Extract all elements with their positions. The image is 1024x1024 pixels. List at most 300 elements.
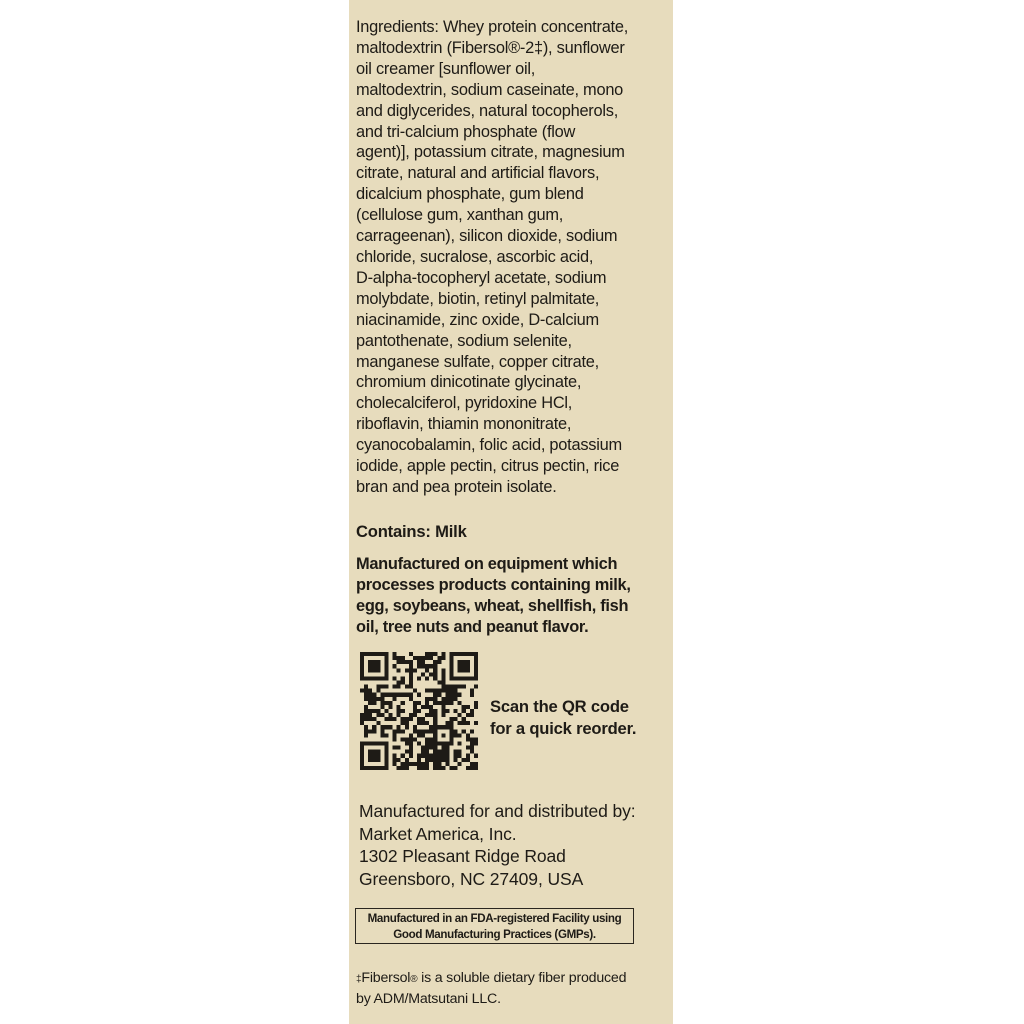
qr-module: [445, 701, 449, 705]
qr-module: [409, 668, 413, 672]
qr-module: [360, 660, 364, 664]
qr-module: [376, 750, 380, 754]
qr-module: [437, 680, 441, 684]
qr-module: [462, 758, 466, 762]
qr-module: [433, 697, 437, 701]
warning-line: oil, tree nuts and peanut flavor.: [356, 618, 589, 636]
qr-module: [441, 656, 445, 660]
qr-module: [380, 693, 384, 697]
qr-module: [417, 721, 421, 725]
qr-module: [466, 713, 470, 717]
qr-module: [421, 717, 425, 721]
qr-module: [462, 709, 466, 713]
qr-module: [376, 758, 380, 762]
ingredients-line: maltodextrin (Fibersol®-2‡), sunflower: [356, 38, 625, 57]
qr-module: [433, 758, 437, 762]
qr-module: [458, 742, 462, 746]
qr-module: [376, 676, 380, 680]
qr-module: [441, 709, 445, 713]
qr-module: [360, 762, 364, 766]
qr-module: [384, 762, 388, 766]
qr-module: [466, 766, 470, 770]
qr-module: [397, 729, 401, 733]
qr-module: [454, 758, 458, 762]
qr-module: [462, 664, 466, 668]
qr-module: [458, 652, 462, 656]
qr-module: [393, 697, 397, 701]
qr-module: [433, 721, 437, 725]
qr-module: [360, 689, 364, 693]
qr-module: [401, 660, 405, 664]
qr-module: [433, 762, 437, 766]
qr-module: [388, 717, 392, 721]
qr-module: [429, 758, 433, 762]
qr-module: [421, 766, 425, 770]
qr-module: [445, 721, 449, 725]
qr-module: [405, 721, 409, 725]
qr-module: [380, 713, 384, 717]
qr-module: [368, 676, 372, 680]
qr-module: [409, 754, 413, 758]
qr-module: [360, 750, 364, 754]
qr-module: [462, 729, 466, 733]
qr-module: [466, 758, 470, 762]
qr-module: [393, 758, 397, 762]
qr-module: [372, 668, 376, 672]
qr-module: [388, 705, 392, 709]
qr-module: [368, 766, 372, 770]
registered-mark: ®: [410, 974, 418, 985]
qr-module: [397, 758, 401, 762]
double-dagger-mark: ‡: [356, 974, 362, 985]
qr-module: [417, 733, 421, 737]
qr-module: [409, 697, 413, 701]
qr-module: [466, 668, 470, 672]
qr-module: [437, 762, 441, 766]
qr-module: [441, 766, 445, 770]
qr-module: [445, 758, 449, 762]
qr-module: [376, 754, 380, 758]
qr-module: [388, 713, 392, 717]
qr-module: [454, 676, 458, 680]
warning-line: egg, soybeans, wheat, shellfish, fish: [356, 597, 629, 615]
qr-module: [425, 729, 429, 733]
qr-module: [364, 766, 368, 770]
qr-module: [384, 725, 388, 729]
qr-module: [360, 652, 364, 656]
qr-module: [474, 737, 478, 741]
qr-module: [364, 742, 368, 746]
qr-module: [445, 709, 449, 713]
qr-module: [445, 693, 449, 697]
qr-module: [462, 705, 466, 709]
qr-module: [393, 693, 397, 697]
footnote-line-1: [356, 969, 626, 990]
qr-module: [409, 762, 413, 766]
qr-module: [368, 742, 372, 746]
qr-module: [450, 689, 454, 693]
qr-module: [450, 729, 454, 733]
qr-module: [417, 742, 421, 746]
qr-module: [458, 754, 462, 758]
qr-module: [441, 701, 445, 705]
qr-module: [368, 713, 372, 717]
qr-module: [372, 676, 376, 680]
qr-module: [384, 733, 388, 737]
qr-module: [376, 668, 380, 672]
qr-module: [413, 713, 417, 717]
qr-module: [425, 676, 429, 680]
qr-module: [462, 717, 466, 721]
qr-module: [421, 721, 425, 725]
qr-module: [450, 697, 454, 701]
qr-module: [384, 656, 388, 660]
qr-module: [425, 750, 429, 754]
qr-module: [360, 746, 364, 750]
qr-module: [425, 705, 429, 709]
qr-module: [466, 660, 470, 664]
qr-module: [409, 685, 413, 689]
qr-module: [372, 717, 376, 721]
qr-module: [433, 709, 437, 713]
qr-module: [425, 713, 429, 717]
qr-module: [417, 754, 421, 758]
qr-module: [441, 652, 445, 656]
qr-module: [380, 676, 384, 680]
footnote-text: is a soluble dietary fiber produced: [417, 970, 627, 986]
qr-module: [433, 676, 437, 680]
qr-module: [417, 676, 421, 680]
qr-module: [450, 733, 454, 737]
qr-module: [433, 693, 437, 697]
qr-module: [397, 660, 401, 664]
warning-line: Manufactured on equipment which: [356, 555, 618, 573]
qr-module: [421, 729, 425, 733]
distributor-address: [359, 800, 636, 890]
qr-module: [380, 733, 384, 737]
qr-module: [360, 656, 364, 660]
qr-module: [437, 750, 441, 754]
warning-line: processes products containing milk,: [356, 576, 631, 594]
qr-module: [421, 754, 425, 758]
ingredients-line: cyanocobalamin, folic acid, potassium: [356, 436, 622, 455]
qr-module: [372, 693, 376, 697]
qr-module: [421, 660, 425, 664]
address-line: Market America, Inc.: [359, 823, 517, 844]
qr-module: [401, 762, 405, 766]
qr-module: [462, 721, 466, 725]
qr-module: [417, 729, 421, 733]
qr-module: [462, 652, 466, 656]
qr-module: [433, 713, 437, 717]
qr-module: [405, 742, 409, 746]
qr-module: [425, 689, 429, 693]
qr-module: [401, 701, 405, 705]
qr-module: [466, 664, 470, 668]
qr-module: [364, 676, 368, 680]
qr-module: [360, 717, 364, 721]
qr-module: [429, 664, 433, 668]
qr-module: [401, 721, 405, 725]
qr-module: [409, 676, 413, 680]
qr-module: [470, 746, 474, 750]
qr-module: [474, 676, 478, 680]
qr-module: [393, 737, 397, 741]
ingredients-line: (cellulose gum, xanthan gum,: [356, 206, 564, 225]
qr-module: [425, 762, 429, 766]
qr-module: [417, 717, 421, 721]
qr-module: [466, 652, 470, 656]
qr-module: [474, 668, 478, 672]
qr-module: [376, 713, 380, 717]
qr-module: [474, 762, 478, 766]
ingredients-line: D-alpha-tocopheryl acetate, sodium: [356, 268, 607, 287]
qr-module: [450, 676, 454, 680]
qr-module: [368, 689, 372, 693]
qr-module: [425, 701, 429, 705]
qr-module: [413, 737, 417, 741]
qr-module: [360, 758, 364, 762]
qr-module: [413, 762, 417, 766]
qr-module: [413, 725, 417, 729]
qr-module: [405, 762, 409, 766]
qr-module: [437, 701, 441, 705]
qr-module: [372, 766, 376, 770]
qr-module: [380, 697, 384, 701]
qr-module: [405, 717, 409, 721]
qr-module: [368, 701, 372, 705]
qr-module: [401, 717, 405, 721]
qr-module: [445, 689, 449, 693]
qr-module: [364, 709, 368, 713]
qr-module: [384, 717, 388, 721]
qr-module: [425, 668, 429, 672]
qr-module: [470, 652, 474, 656]
qr-module: [380, 729, 384, 733]
qr-module: [450, 685, 454, 689]
qr-module: [474, 701, 478, 705]
qr-module: [405, 660, 409, 664]
qr-module: [450, 652, 454, 656]
qr-module: [470, 750, 474, 754]
qr-module: [433, 664, 437, 668]
ingredients-line: maltodextrin, sodium caseinate, mono: [356, 80, 624, 99]
qr-module: [445, 750, 449, 754]
qr-module: [462, 676, 466, 680]
qr-module: [372, 725, 376, 729]
qr-module: [380, 652, 384, 656]
qr-module: [397, 705, 401, 709]
qr-module: [437, 660, 441, 664]
qr-module: [417, 693, 421, 697]
qr-module: [454, 766, 458, 770]
qr-module: [368, 758, 372, 762]
qr-module: [413, 709, 417, 713]
qr-module: [445, 742, 449, 746]
qr-module: [372, 758, 376, 762]
qr-module: [384, 742, 388, 746]
ingredients-line: Ingredients: Whey protein concentrate,: [356, 18, 629, 36]
qr-module: [405, 750, 409, 754]
qr-module: [401, 737, 405, 741]
qr-module: [425, 652, 429, 656]
qr-module: [397, 713, 401, 717]
qr-module: [360, 754, 364, 758]
qr-module: [441, 676, 445, 680]
qr-module: [364, 697, 368, 701]
qr-module: [429, 713, 433, 717]
qr-module: [458, 668, 462, 672]
qr-module: [433, 742, 437, 746]
qr-module: [425, 737, 429, 741]
qr-module: [454, 729, 458, 733]
qr-module: [425, 721, 429, 725]
qr-module: [413, 668, 417, 672]
qr-module: [474, 664, 478, 668]
qr-module: [409, 680, 413, 684]
qr-module: [417, 709, 421, 713]
qr-code-icon[interactable]: [360, 652, 478, 770]
qr-module: [474, 766, 478, 770]
qr-module: [437, 754, 441, 758]
qr-module: [437, 742, 441, 746]
qr-module: [401, 754, 405, 758]
qr-module: [384, 709, 388, 713]
fibersol-footnote: [356, 969, 626, 1009]
qr-module: [450, 693, 454, 697]
qr-module: [405, 758, 409, 762]
ingredients-line: bran and pea protein isolate.: [356, 477, 557, 496]
qr-module: [380, 742, 384, 746]
qr-module: [454, 733, 458, 737]
qr-module: [397, 693, 401, 697]
qr-module: [364, 713, 368, 717]
qr-module: [450, 717, 454, 721]
qr-module: [474, 652, 478, 656]
qr-code-graphic: [360, 652, 478, 770]
qr-module: [413, 729, 417, 733]
qr-module: [433, 733, 437, 737]
qr-module: [405, 668, 409, 672]
qr-module: [397, 725, 401, 729]
qr-module: [450, 766, 454, 770]
qr-module: [364, 693, 368, 697]
qr-module: [421, 750, 425, 754]
qr-module: [433, 766, 437, 770]
qr-module: [368, 697, 372, 701]
ingredients-line: chloride, sucralose, ascorbic acid,: [356, 247, 594, 266]
qr-module: [425, 742, 429, 746]
qr-module: [368, 729, 372, 733]
qr-module: [441, 697, 445, 701]
qr-module: [458, 762, 462, 766]
qr-module: [421, 656, 425, 660]
qr-module: [364, 689, 368, 693]
ingredients-line: carrageenan), silicon dioxide, sodium: [356, 227, 618, 246]
qr-module: [445, 746, 449, 750]
allergen-warning: [356, 554, 668, 638]
qr-module: [372, 729, 376, 733]
qr-module: [441, 705, 445, 709]
qr-module: [368, 693, 372, 697]
qr-module: [409, 742, 413, 746]
qr-module: [433, 725, 437, 729]
qr-module: [376, 685, 380, 689]
qr-module: [364, 705, 368, 709]
qr-module: [368, 652, 372, 656]
qr-module: [409, 733, 413, 737]
qr-module: [437, 656, 441, 660]
qr-module: [450, 664, 454, 668]
qr-module: [376, 721, 380, 725]
qr-module: [425, 766, 429, 770]
qr-module: [372, 652, 376, 656]
qr-module: [360, 672, 364, 676]
qr-module: [405, 766, 409, 770]
ingredients-line: molybdate, biotin, retinyl palmitate,: [356, 289, 600, 308]
qr-module: [372, 701, 376, 705]
qr-module: [450, 725, 454, 729]
qr-module: [401, 729, 405, 733]
qr-module: [474, 685, 478, 689]
qr-module: [454, 709, 458, 713]
qr-module: [417, 664, 421, 668]
qr-module: [372, 697, 376, 701]
qr-module: [441, 672, 445, 676]
qr-module: [417, 701, 421, 705]
qr-module: [433, 737, 437, 741]
footnote-line-2: by ADM/Matsutani LLC.: [356, 990, 501, 1007]
qr-module: [450, 701, 454, 705]
qr-module: [437, 725, 441, 729]
qr-module: [368, 717, 372, 721]
qr-instructions: [490, 696, 636, 740]
qr-module: [450, 737, 454, 741]
qr-module: [393, 664, 397, 668]
qr-module: [384, 693, 388, 697]
qr-module: [454, 717, 458, 721]
qr-module: [441, 689, 445, 693]
qr-module: [429, 689, 433, 693]
footnote-brand: Fibersol: [361, 970, 411, 986]
allergen-contains: Contains: Milk: [356, 522, 467, 541]
ingredients-list: [356, 17, 668, 498]
qr-module: [384, 672, 388, 676]
qr-module: [397, 685, 401, 689]
qr-module: [364, 685, 368, 689]
ingredients-line: dicalcium phosphate, gum blend: [356, 185, 584, 204]
qr-module: [384, 685, 388, 689]
qr-module: [429, 709, 433, 713]
qr-module: [425, 664, 429, 668]
qr-module: [409, 737, 413, 741]
qr-module: [417, 660, 421, 664]
qr-module: [421, 672, 425, 676]
qr-module: [474, 742, 478, 746]
qr-module: [433, 729, 437, 733]
qr-module: [393, 746, 397, 750]
qr-module: [441, 742, 445, 746]
qr-module: [413, 705, 417, 709]
qr-module: [393, 676, 397, 680]
qr-module: [384, 668, 388, 672]
qr-module: [425, 758, 429, 762]
qr-module: [384, 758, 388, 762]
qr-module: [441, 685, 445, 689]
qr-module: [458, 713, 462, 717]
ingredients-line: agent)], potassium citrate, magnesium: [356, 143, 625, 162]
qr-module: [409, 717, 413, 721]
